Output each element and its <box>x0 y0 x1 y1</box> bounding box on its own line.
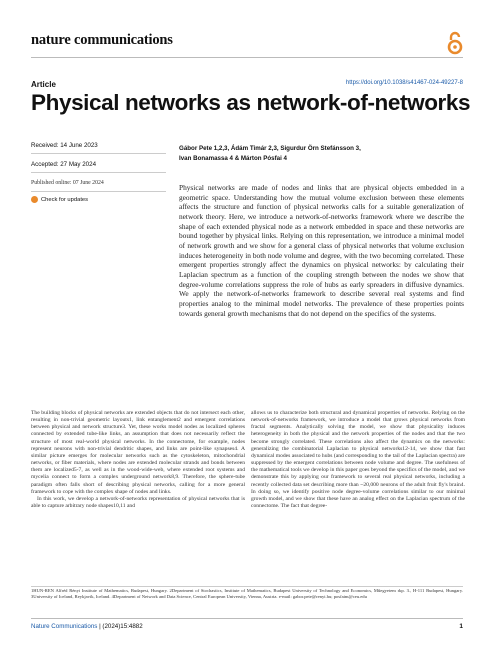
article-title: Physical networks as network-of-networks <box>31 90 471 115</box>
meta-divider <box>31 153 166 154</box>
footer-volume: | (2024)15:4882 <box>97 623 143 630</box>
open-access-icon[interactable] <box>446 30 464 56</box>
meta-divider <box>31 172 166 173</box>
received-date: Received: 14 June 2023 <box>31 142 98 149</box>
doi-link[interactable]: https://doi.org/10.1038/s41467-024-49227-8 <box>345 80 463 86</box>
body-column-right <box>251 410 465 510</box>
footer-divider <box>31 618 463 619</box>
body-paragraph: The building blocks of physical networks are extended objects that do not intersect each other, resulting in non-trivial geometric layouts1, link entanglement2 and emergent correlations between physical and network structure3. Yet, these works model nodes as localized spheres connected by extended tube-like links, an assumption that does not necessarily reflect the structure of most real-world physical networks. In the connectome, for example, nodes represent neurons with non-trivial dendritic shapes, and links are point-like synapses4. A similar picture emerges for molecular networks such as the cytoskeleton, mitochondrial networks, or fiber materials, where nodes are extended molecular strands and bonds between them are localized5-7, as well as in the wood-wide-web, where extended root systems and mycelia connect to form a complex underground network8,9. Therefore, the sphere-tube paradigm often falls short of describing physical networks, calling for a more general framework to cope with the complex shape of nodes and links. <box>31 410 245 495</box>
affiliations-footnote: 1HUN-REN Alfréd Rényi Institute of Mathematics, Budapest, Hungary. 2Department of Stochastics, Institute of Mathematics, Budapest University of Technology and Economics, Műegyetem rkp. 3., H-111 Budapest, Hungary. 3University of Iceland, Reykjavik, Iceland. 4Department of Network and Data Science, Central European University, Vienna, Austria. e-mail: gabor.pete@renyi.hu; posfaim@ceu.edu <box>31 588 463 599</box>
footnote-divider <box>31 586 463 587</box>
abstract: Physical networks are made of nodes and links that are physical objects embedded in a geometric space. Understanding how the mutual volume exclusion between these elements affects the structure and function of physical networks calls for a suitable generalization of network theory. Here, we introduce a network-of-networks framework where we describe the shape of each extended physical node as a network embedded in space and these networks are bound together by physical links. Relying on this representation, we introduce a minimal model of network growth and we show for a general class of physical networks that volume exclusion induces heterogeneity in both node volume and degree, with the two becoming correlated. These emergent properties strongly affect the dynamics on physical networks: by calculating their Laplacian spectrum as a function of the coupling strength between the nodes we show that degree-volume correlations suppress the role of hubs as early spreaders in diffusive dynamics. We apply the network-of-networks framework to describe several real systems and find properties analog to the minimal model networks. The prevalence of these properties points towards general growth mechanisms that do not depend on the specifics of the systems. <box>179 183 464 318</box>
footer-citation <box>31 623 143 630</box>
header-divider <box>31 57 463 58</box>
published-date: Published online: 07 June 2024 <box>31 180 104 186</box>
footer-journal-link[interactable]: Nature Communications <box>31 623 98 630</box>
accepted-date: Accepted: 27 May 2024 <box>31 161 97 168</box>
body-paragraph: allows us to characterize both structural and dynamical properties of networks. Relying on the network-of-networks framework, we introduce a model that grows physical networks from fractal segments. Analytically solving the model, we show that physicality induces heterogeneity in both the physical and the network properties of the nodes and that the two become strongly correlated. These correlations also affect the dynamics on the networks: generalizing the combinatorial Laplacian to physical networks12-14, we show that fast dynamical modes associated to hubs (and corresponding to the tail of the Laplacian spectra) are suppressed by the emergent correlations between node volume and degree. The usefulness of the mathematical tools we develop in this paper goes beyond the specifics of the model, and we demonstrate this by applying our framework to several real physical networks, including a recently collected data set describing more than ~20,000 neurons of the adult fruit fly's brain4. In doing so, we identify positive node degree-volume correlations similar to our minimal growth model, and we show that these have an analog effect on the Laplacian spectrum of the connectome. The fact that degree- <box>251 410 465 510</box>
update-check-icon <box>31 196 38 203</box>
journal-name[interactable]: nature communications <box>31 32 173 48</box>
article-type-label: Article <box>31 80 56 89</box>
page-number: 1 <box>459 623 463 630</box>
body-paragraph: In this work, we develop a network-of-networks representation of physical networks that is able to capture arbitrary node shapes10,11 and <box>31 495 245 510</box>
check-updates-label: Check for updates <box>41 196 89 203</box>
meta-divider <box>31 191 166 192</box>
body-column-left <box>31 410 245 510</box>
author-line-2[interactable]: Ivan Bonamassa 4 & Márton Pósfai 4 <box>179 155 287 162</box>
author-line-1[interactable]: Gábor Pete 1,2,3, Ádám Timár 2,3, Sigurdur Örn Stefánsson 3, <box>179 145 361 152</box>
author-list <box>179 144 464 164</box>
check-for-updates-button[interactable] <box>31 196 88 203</box>
